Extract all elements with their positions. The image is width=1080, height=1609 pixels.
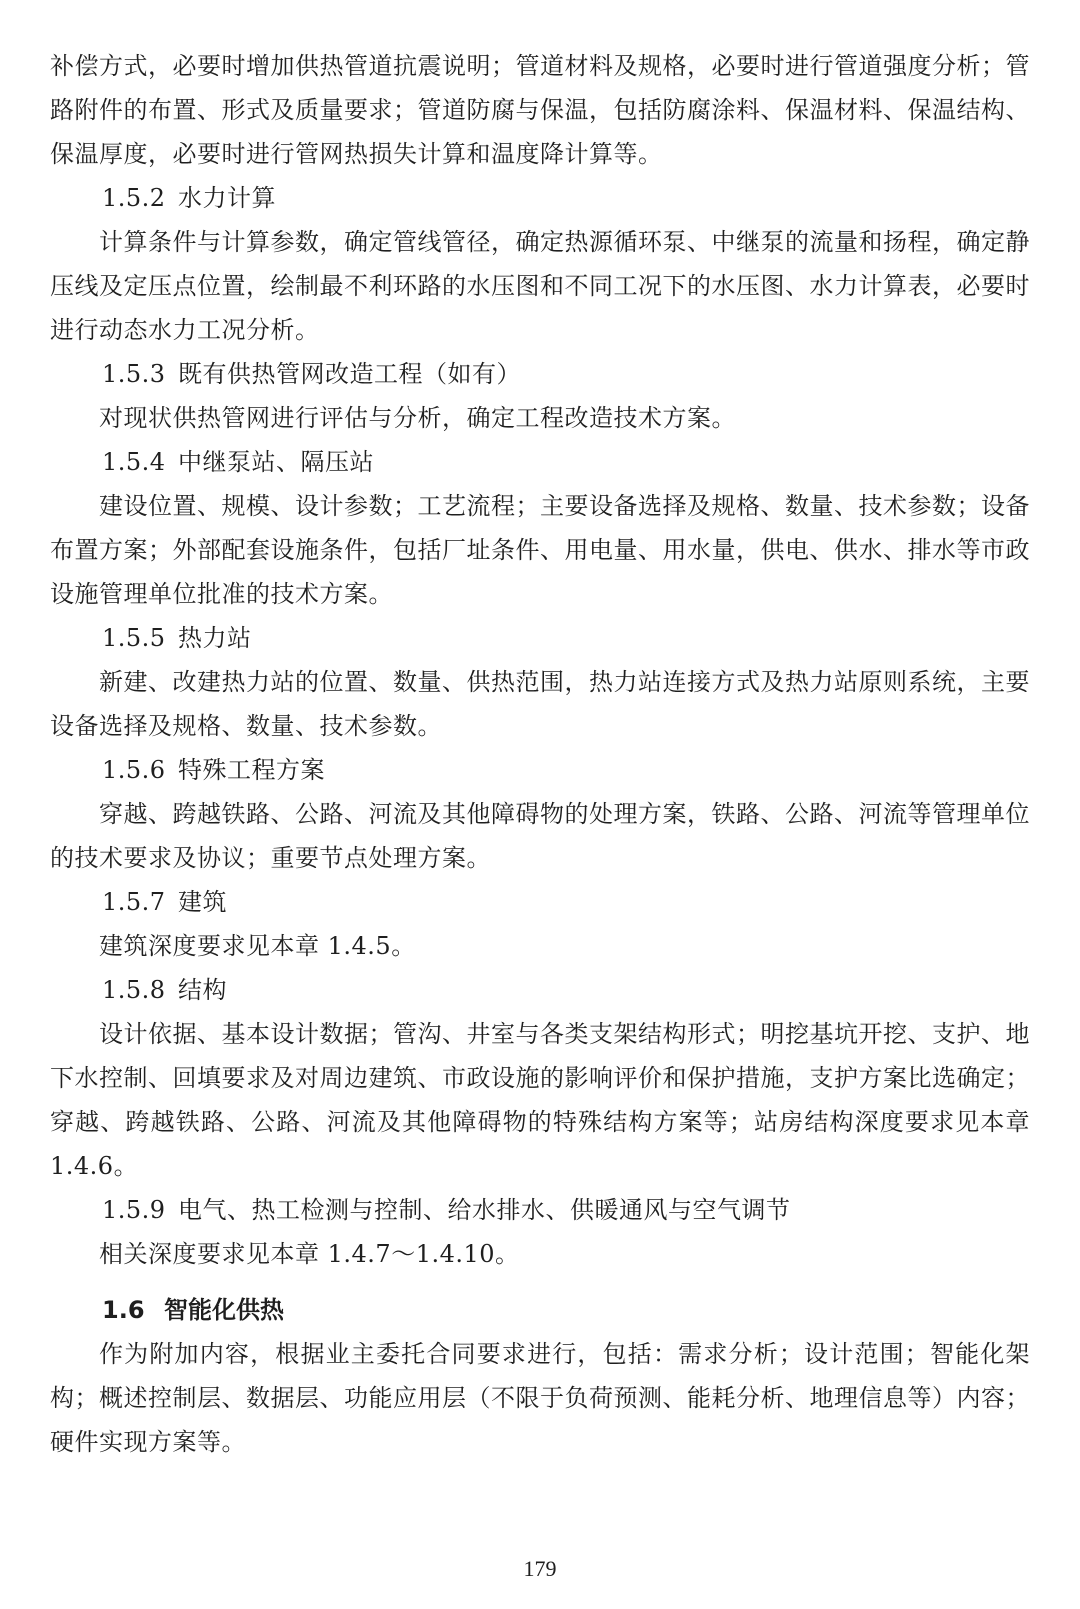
section-number: 1.5.7: [102, 888, 166, 916]
section-body: 计算条件与计算参数，确定管线管径，确定热源循环泵、中继泵的流量和扬程，确定静压线及定压点位置，绘制最不利环路的水压图和不同工况下的水压图、水力计算表，必要时进行动态水力工况分析。: [50, 228, 1030, 344]
section-1-5-8: [50, 968, 1030, 1188]
section-title: 建筑: [178, 888, 227, 916]
section-number: 1.5.8: [102, 976, 166, 1004]
section-1-5-3: [50, 352, 1030, 440]
section-title: 电气、热工检测与控制、给水排水、供暖通风与空气调节: [178, 1196, 791, 1224]
section-number: 1.5.3: [102, 360, 166, 388]
section-body: 穿越、跨越铁路、公路、河流及其他障碍物的处理方案，铁路、公路、河流等管理单位的技术要求及协议；重要节点处理方案。: [50, 800, 1030, 872]
section-heading: [50, 968, 1030, 1012]
section-body: 相关深度要求见本章 1.4.7～1.4.10。: [99, 1240, 520, 1268]
section-1-5-6: [50, 748, 1030, 880]
chapter-1-6: [50, 1288, 1030, 1464]
section-title: 结构: [178, 976, 227, 1004]
section-body: 新建、改建热力站的位置、数量、供热范围，热力站连接方式及热力站原则系统，主要设备选择及规格、数量、技术参数。: [50, 668, 1030, 740]
page-number: 179: [523, 1556, 557, 1581]
section-body: 建筑深度要求见本章 1.4.5。: [99, 932, 416, 960]
document-page: [50, 44, 1030, 1464]
section-heading: [50, 880, 1030, 924]
section-1-5-7: [50, 880, 1030, 968]
section-heading: [50, 352, 1030, 396]
section-title: 中继泵站、隔压站: [178, 448, 374, 476]
section-body: 对现状供热管网进行评估与分析，确定工程改造技术方案。: [99, 404, 736, 432]
chapter-title: 智能化供热: [164, 1296, 284, 1324]
section-1-5-9: [50, 1188, 1030, 1276]
section-heading: [50, 748, 1030, 792]
section-title: 特殊工程方案: [178, 756, 325, 784]
intro-paragraph: 补偿方式，必要时增加供热管道抗震说明；管道材料及规格，必要时进行管道强度分析；管路附件的布置、形式及质量要求；管道防腐与保温，包括防腐涂料、保温材料、保温结构、保温厚度，必要时进行管网热损失计算和温度降计算等。: [50, 52, 1030, 168]
section-title: 热力站: [178, 624, 252, 652]
section-1-5-2: [50, 176, 1030, 352]
chapter-number: 1.6: [102, 1296, 145, 1324]
section-number: 1.5.6: [102, 756, 166, 784]
section-number: 1.5.2: [102, 184, 166, 212]
section-body: 建设位置、规模、设计参数；工艺流程；主要设备选择及规格、数量、技术参数；设备布置方案；外部配套设施条件，包括厂址条件、用电量、用水量，供电、供水、排水等市政设施管理单位批准的技术方案。: [50, 492, 1030, 608]
section-heading: [50, 176, 1030, 220]
chapter-heading: [50, 1288, 1030, 1332]
section-number: 1.5.5: [102, 624, 166, 652]
section-body: 设计依据、基本设计数据；管沟、井室与各类支架结构形式；明挖基坑开挖、支护、地下水控制、回填要求及对周边建筑、市政设施的影响评价和保护措施，支护方案比选确定；穿越、跨越铁路、公路、河流及其他障碍物的特殊结构方案等；站房结构深度要求见本章 1.4.6。: [50, 1020, 1030, 1180]
section-number: 1.5.4: [102, 448, 166, 476]
section-number: 1.5.9: [102, 1196, 166, 1224]
section-1-5-4: [50, 440, 1030, 616]
section-heading: [50, 616, 1030, 660]
section-heading: [50, 440, 1030, 484]
section-title: 既有供热管网改造工程（如有）: [178, 360, 521, 388]
section-title: 水力计算: [178, 184, 276, 212]
chapter-body: 作为附加内容，根据业主委托合同要求进行，包括：需求分析；设计范围；智能化架构；概述控制层、数据层、功能应用层（不限于负荷预测、能耗分析、地理信息等）内容；硬件实现方案等。: [50, 1340, 1030, 1456]
section-1-5-5: [50, 616, 1030, 748]
section-heading: [50, 1188, 1030, 1232]
